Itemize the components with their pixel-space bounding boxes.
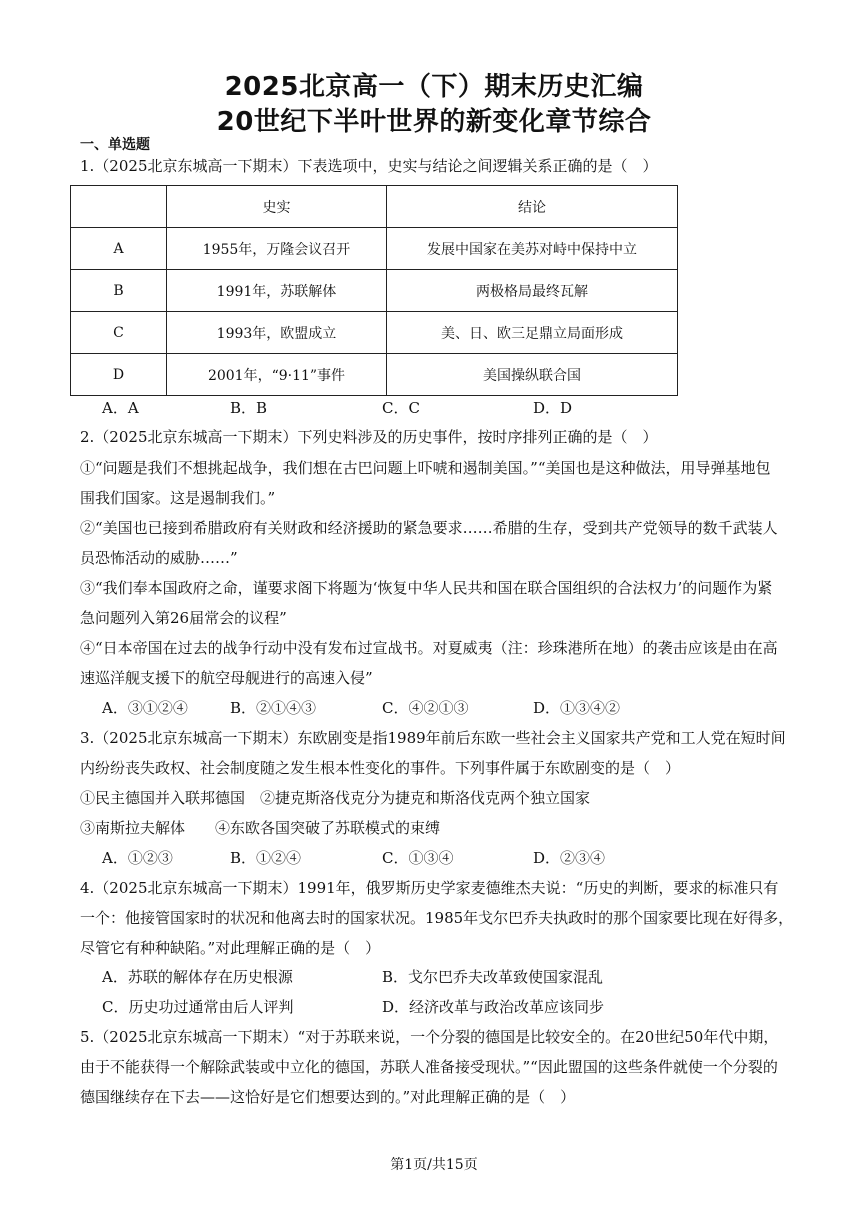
- q3-line: ①民主德国并入联邦德国 ②捷克斯洛伐克分为捷克和斯洛伐克两个独立国家: [80, 789, 591, 807]
- q4-option-b: B．戈尔巴乔夫改革致使国家混乱: [382, 968, 604, 986]
- q2-line: ④“日本帝国在过去的战争行动中没有发布过宣战书。对夏威夷（注：珍珠港所在地）的袭击应该是由在高: [80, 639, 778, 657]
- table-header-row: [71, 186, 678, 228]
- q5-line: 德国继续存在下去——这恰好是它们想要达到的。”对此理解正确的是（ ）: [80, 1088, 576, 1106]
- q3-stem: 3.（2025北京东城高一下期末）东欧剧变是指1989年前后东欧一些社会主义国家共产党和工人党在短时间: [80, 729, 786, 747]
- table-cell: C: [71, 312, 167, 354]
- table-cell: 1993年，欧盟成立: [167, 312, 387, 354]
- q4-option-d: D．经济改革与政治改革应该同步: [382, 998, 605, 1016]
- q3-option-d: D．②③④: [533, 849, 606, 867]
- table-header-cell: 史实: [167, 186, 387, 228]
- q2-line: 速巡洋舰支援下的航空母舰进行的高速入侵”: [80, 669, 373, 687]
- q1-option-a: A．A: [102, 399, 139, 417]
- table-cell: 1955年，万隆会议召开: [167, 228, 387, 270]
- q2-line: ①“问题是我们不想挑起战争，我们想在古巴问题上吓唬和遏制美国。”“美国也是这种做法，用导弹基地包: [80, 459, 771, 477]
- q1-option-d: D．D: [533, 399, 573, 417]
- table-cell: D: [71, 354, 167, 396]
- q3-option-b: B．①②④: [230, 849, 302, 867]
- q4-stem: 4.（2025北京东城高一下期末）1991年，俄罗斯历史学家麦德维杰夫说：“历史的判断，要求的标准只有: [80, 879, 779, 897]
- page-footer: 第1页/共15页: [390, 1157, 478, 1173]
- q1-option-b: B．B: [230, 399, 268, 417]
- table-cell: 美、日、欧三足鼎立局面形成: [387, 312, 678, 354]
- q3-line: ③南斯拉夫解体 ④东欧各国突破了苏联模式的束缚: [80, 819, 441, 837]
- table-header-cell: [71, 186, 167, 228]
- table-row: [71, 270, 678, 312]
- q5-stem: 5.（2025北京东城高一下期末）“对于苏联来说，一个分裂的德国是比较安全的。在20世纪50年代中期，: [80, 1028, 779, 1046]
- table-cell: A: [71, 228, 167, 270]
- q4-option-a: A．苏联的解体存在历史根源: [102, 968, 293, 986]
- q2-stem: 2.（2025北京东城高一下期末）下列史料涉及的历史事件，按时序排列正确的是（ ）: [80, 428, 658, 446]
- table-cell: 两极格局最终瓦解: [387, 270, 678, 312]
- q2-line: 围我们国家。这是遏制我们。”: [80, 489, 276, 507]
- q2-line: 急问题列入第26届常会的议程”: [80, 609, 287, 627]
- q2-line: ②“美国也已接到希腊政府有关财政和经济援助的紧急要求……希腊的生存，受到共产党领导的数千武装人: [80, 519, 778, 537]
- q5-line: 由于不能获得一个解除武装或中立化的德国，苏联人准备接受现状。”“因此盟国的这些条件就使一个分裂的: [80, 1058, 778, 1076]
- q2-option-c: C．④②①③: [382, 699, 469, 717]
- q2-line: 员恐怖活动的威胁……”: [80, 549, 238, 567]
- document-title-line2: 20世纪下半叶世界的新变化章节综合: [216, 107, 652, 137]
- q4-line: 一个：他接管国家时的状况和他离去时的国家状况。1985年戈尔巴乔夫执政时的那个国家要比现在好得多，: [80, 909, 794, 927]
- q3-line: 内纷纷丧失政权、社会制度随之发生根本性变化的事件。下列事件属于东欧剧变的是（ ）: [80, 759, 681, 777]
- table-header-cell: 结论: [387, 186, 678, 228]
- q2-option-b: B．②①④③: [230, 699, 317, 717]
- table-cell: 美国操纵联合国: [387, 354, 678, 396]
- q4-line: 尽管它有种种缺陷。”对此理解正确的是（ ）: [80, 939, 381, 957]
- table-cell: 2001年，“9·11”事件: [167, 354, 387, 396]
- section-heading: 一、单选题: [80, 137, 150, 153]
- q1-table: [70, 185, 678, 396]
- q2-line: ③“我们奉本国政府之命，谨要求阁下将题为‘恢复中华人民共和国在联合国组织的合法权力’的问题作为紧: [80, 579, 773, 597]
- q3-option-a: A．①②③: [102, 849, 173, 867]
- q4-option-c: C．历史功过通常由后人评判: [102, 998, 294, 1016]
- q2-option-a: A．③①②④: [102, 699, 188, 717]
- table-cell: 1991年，苏联解体: [167, 270, 387, 312]
- table-cell: 发展中国家在美苏对峙中保持中立: [387, 228, 678, 270]
- q1-option-c: C．C: [382, 399, 420, 417]
- table-row: [71, 228, 678, 270]
- document-title-line1: 2025北京高一（下）期末历史汇编: [224, 72, 644, 102]
- q1-stem: 1.（2025北京东城高一下期末）下表选项中，史实与结论之间逻辑关系正确的是（ ）: [80, 157, 658, 175]
- table-row: [71, 312, 678, 354]
- q3-option-c: C．①③④: [382, 849, 454, 867]
- table-cell: B: [71, 270, 167, 312]
- q2-option-d: D．①③④②: [533, 699, 621, 717]
- table-row: [71, 354, 678, 396]
